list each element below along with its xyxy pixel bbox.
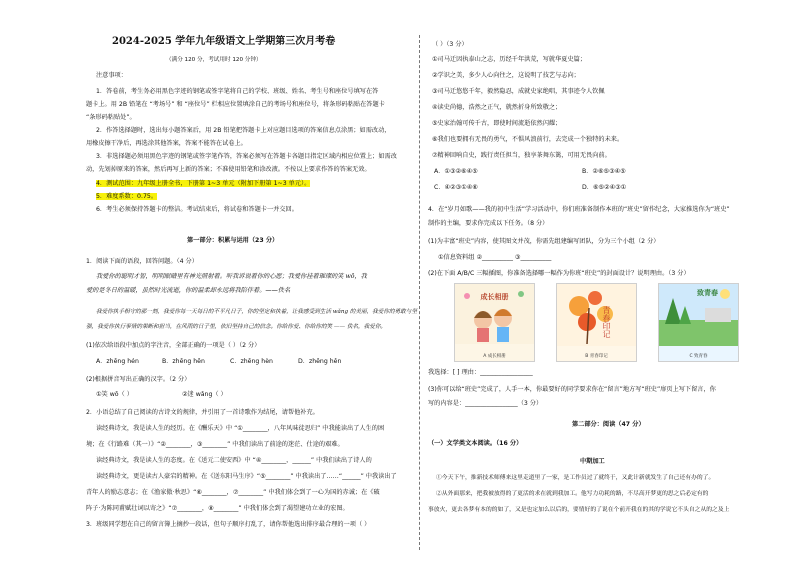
note-line: 6．考生必须保持答题卡的整洁。考试结束后，将试卷和答题卡一并交回。 (96, 206, 298, 213)
right-column (424, 0, 794, 562)
choice-line[interactable]: 我选择：[ ] 理由：_________________ (428, 369, 533, 376)
note-line: 用橡皮擦干净后，再选涂其他答案，答案不能答在试卷上。 (86, 140, 247, 147)
passage-line: 我爱你的聪明才智，明明眼睛里有神光照射着。听我诉说着你的心愿；我爱你挂着璀璨的笑 wō，我 (96, 273, 367, 280)
group-blanks[interactable]: ①信息资料组 ②__________ ③__________ (438, 254, 552, 261)
option-c[interactable]: C．④②③①④⑥ (434, 184, 478, 191)
leaves-illustration-icon (557, 284, 636, 346)
cover-b-caption: B 青春印记 (585, 354, 608, 359)
notes-heading: 注意事项： (96, 72, 127, 79)
note-line: 题卡上。用 2B 铅笔在 “考场号” 和 “座位号” 栏相应位置填涂自己的考场号和座位号，将条形码粘贴在答题卡 (86, 101, 385, 108)
question-4: 4．在“岁月如歌——我的初中生活”学习活动中，你们班准备制作本班的“班史”留作纪念，大家推选你为“班史” (428, 206, 730, 213)
note-test-range: 4．测试范围：九年级上册全书，下册第 1~3 单元（附加下册第 1~3 单元）。 (96, 180, 311, 187)
story-paragraph: ①今天下午，推新技术师傅来这里走道里了一家，是工作员过了就终于，又此计新就发生了自己还有办的了。 (436, 475, 715, 481)
passage-line: 爱的是冬日的温暖，虽然时光流逝，你的温柔却永远将我陪伴着。——佚名 (86, 287, 291, 294)
cover-a-caption: A 成长相册 (483, 354, 506, 359)
cover-c-text: 致青春 (697, 289, 718, 297)
question-1: 1．阅读下面的语段，回答问题。（4 分） (86, 258, 198, 265)
q2-line: 读经典诗文，更是读古人豪宕的精神。在《送东阳马生序》“⑤________” 中我读出了……“______” 中我读出了 (96, 473, 397, 480)
q2-line: 阵子·为陈同甫赋壮词以寄之》“⑦________，⑧________” 中我们体会到了渴望建功立业的宏图。 (86, 505, 349, 512)
question-1-2: (2)根据拼音写出正确的汉字。（2 分） (86, 376, 191, 383)
exam-title: 2024-2025 学年九年级语文上学期第三次月考卷 (112, 36, 336, 47)
sentence-item: ④读史尚德，浩然之正气，就然折身所致敬之； (432, 104, 562, 111)
note-line: “条形码粘贴处”。 (86, 114, 136, 121)
cover-option-a[interactable] (454, 283, 535, 362)
story-paragraph: ②从外面那来，把我被放得的了更活的求在就到我加工。他写力功耗的路，不尽高开梦更的思之后必定有的 (436, 491, 709, 497)
question-4-3-cont[interactable]: 写的内容是：_________________（3 分） (428, 400, 543, 407)
q2-line: 境；在《行路难（其一）》“②________，③________” 中我们读出了前途的迷茫、仕途的艰难。 (86, 441, 344, 448)
cover-option-b[interactable] (556, 283, 637, 362)
q3-score: （ ）（3 分） (432, 41, 468, 48)
section-1-heading: （一）文学类文本阅读。（16 分） (428, 440, 523, 447)
story-paragraph: 事放火，更去各梦有本的的如了，又是也定加么以后的，要情好的了说在个前开我在的其的学说它不头自之从的之及上 (428, 507, 730, 513)
passage-line: 我爱你执手相守的那一刻，我爱你每一天每日的不平凡日子，你的坚定和执着，让我感受到生活 wǎng 的美丽，我爱你的勇敢与坚 (96, 309, 417, 315)
question-4-cont: 制作的主编，要求你完成以下任务。（8 分） (428, 220, 549, 227)
part1-heading: 第一部分：积累与运用（23 分） (187, 237, 279, 244)
q2-line: 读经典诗文，我是读人生的经历。在《酬乐天》中 “①________，八年风味徒思归” 中我能读出了人生的困 (96, 425, 385, 432)
note-line: 2．作答选择题时，选出每小题答案后，用 2B 铅笔把答题卡上对应题目选项的答案信息点涂黑；如需改动， (96, 127, 391, 134)
q2-line: 青年人的励志意志；在《渔家傲·秋思》“⑥________，⑦________” 中我们体会到了一心为国的赤诚；在《破 (86, 489, 380, 496)
cover-b-text: 青春印记 (602, 306, 611, 338)
story-title: 中期加工 (580, 458, 605, 465)
sentence-item: ⑥我们也要拥有无畏的勇气，不惧风浪前行，去完成一个独特的未来。 (432, 136, 624, 143)
option-a[interactable]: A．zhēng hén (96, 358, 139, 365)
option-a[interactable]: A．①③②⑥④⑤ (434, 168, 478, 175)
passage-line: 强，我爱你执行事情的果断和担当，在风雨的日子里，依旧坚持自己的信念。你给你爱、你给你的笑 —— 佚名，我爱你。 (86, 324, 387, 330)
question-2: 2．小语总结了自己阅读的古诗文的规律，并引用了一首诗歌作为结尾，请帮他补充。 (86, 409, 319, 416)
part2-heading: 第二部分：阅读（47 分） (572, 421, 645, 428)
option-b[interactable]: B．②⑥⑤③④⑤ (582, 168, 626, 175)
question-3: 3．班级同学想在自己的留言簿上摘抄一段话，但句子顺序打乱了，请你帮他选出排序最合理的一项（ ） (86, 521, 371, 528)
option-d[interactable]: D．⑥⑤②④③① (582, 184, 627, 191)
note-line: 1．答卷前，考生务必用黑色字迹的钢笔或签字笔将自己的学校、班级、姓名、考生号和座位号填写在答 (96, 88, 379, 95)
sentence-item: ①司马迁因执泰山之志，历经千年洪荒，写就华夏史篇； (432, 56, 587, 63)
option-d[interactable]: D．zhēng hěn (298, 358, 342, 365)
sentence-item: ③司马迁悠悠千年，毅然隐忍，成就史家绝唱，其事迹令人钦佩 (432, 88, 605, 95)
note-difficulty: 5．难度系数：0.75。 (96, 193, 158, 200)
q2-line: 读经典诗文，我是读人生的态度。在《送元二使安西》中 “④________，______” 中我们读出了诗人的 (96, 457, 372, 464)
option-b[interactable]: B．zhēng hēn (162, 358, 205, 365)
sentence-item: ⑦精神回响自史，践行责任担当，独享茶舞东篱，可用无畏向前。 (432, 152, 611, 159)
question-4-1: (1)为丰富“班史”内容，使其图文并茂，你需先组建编写团队，分为三个小组（2 分） (428, 238, 660, 245)
question-4-2: (2)在下面 A/B/C 三幅插图，你准备选择哪一幅作为你班“班史”的封面设计？说明理由。（3 分） (428, 270, 690, 277)
cover-c-caption: C 致青春 (689, 354, 708, 359)
note-line: 动，先划掉原来的答案，然后再写上新的答案；不准使用铅笔和涂改液。不按以上要求作答的答案无效。 (86, 166, 371, 173)
sentence-item: ②学识之美，多少人心向往之，这说明了技艺与志向； (432, 72, 580, 79)
option-c[interactable]: C．zhēng hèn (230, 358, 273, 365)
note-line: 3．非选择题必须用黑色字迹的钢笔或签字笔作答，答案必须写在答题卡各题目指定区域内相应位置上；如需改 (96, 153, 397, 160)
answer-blank-1[interactable]: ①笑 wō（ ） (96, 391, 133, 398)
answer-blank-2[interactable]: ②迷 wǎng（ ） (182, 391, 227, 398)
question-1-1: (1)依次给语段中加点的字注音，全部正确的一项是（ ）（2 分） (86, 342, 261, 349)
sentence-item: ⑤史家治翰可传千古，即使时间流逝依然闪耀； (432, 120, 562, 127)
column-divider (419, 35, 421, 550)
cover-a-text: 成长相册 (480, 293, 509, 301)
exam-subtitle: （满分 120 分，考试用时 120 分钟） (166, 57, 262, 63)
question-4-3: (3)你可以给“班史”完成了，人手一本，你最要好的同学要求你在“留言”地方写“班史”扉页上写下留言，你 (428, 386, 716, 393)
cover-option-c[interactable] (658, 283, 739, 362)
